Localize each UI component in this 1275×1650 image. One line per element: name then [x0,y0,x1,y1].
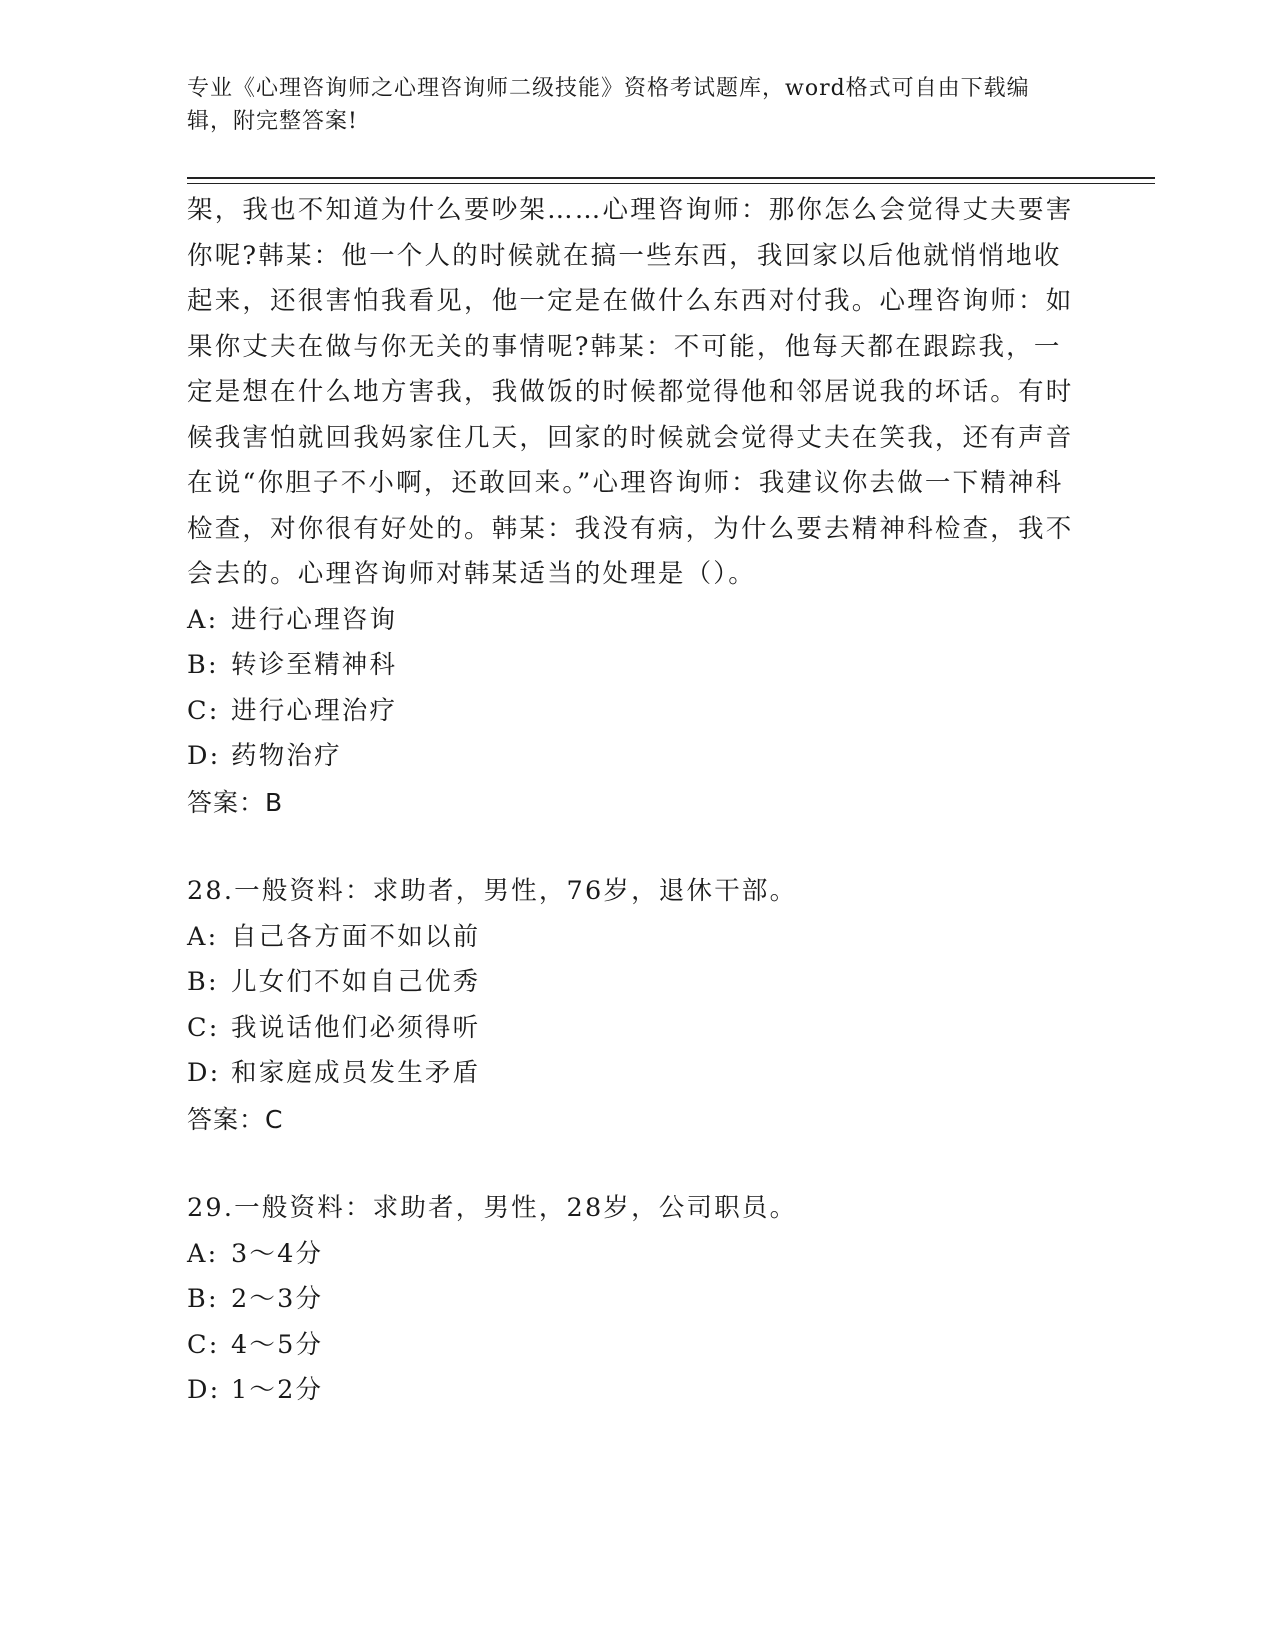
document-body [187,188,1087,1414]
option-text: 和家庭成员发生矛盾 [231,1058,481,1088]
question-27-option-c [187,689,1087,735]
question-28-option-c [187,1006,1087,1052]
question-29-stem: 29.一般资料：求助者，男性，28岁，公司职员。 [187,1193,798,1223]
question-29 [187,1186,1087,1414]
option-text: 我说话他们必须得听 [231,1012,481,1043]
question-28 [187,869,1087,1142]
option-letter: B: [187,967,219,997]
question-29-option-b [187,1277,1087,1323]
option-text: 儿女们不如自己优秀 [231,967,481,997]
header-rule-thick [187,177,1155,179]
spacer [187,1142,1087,1186]
spacer [187,825,1087,869]
question-29-option-c [187,1323,1087,1369]
question-28-option-b [187,960,1087,1006]
option-letter: B: [187,650,219,680]
option-letter: A: [187,1238,219,1269]
question-27 [187,188,1087,825]
option-text: 进行心理咨询 [231,604,398,635]
option-letter: D: [187,741,221,771]
option-letter: A: [187,604,219,635]
question-27-option-d [187,734,1087,780]
option-letter: D: [187,1058,221,1088]
option-text: 自己各方面不如以前 [231,921,481,952]
option-text: 4～5分 [231,1329,324,1360]
header-title: 专业《心理咨询师之心理咨询师二级技能》资格考试题库，word格式可自由下载编辑，附完整答案! [187,76,1030,134]
question-29-option-a [187,1232,1087,1278]
option-letter: C: [187,1012,220,1043]
option-letter: B: [187,1284,219,1314]
option-text: 进行心理治疗 [231,695,398,726]
question-27-text: 架，我也不知道为什么要吵架……心理咨询师：那你怎么会觉得丈夫要害你呢?韩某：他一个人的时候就在搞一些东西，我回家以后他就悄悄地收起来，还很害怕我看见，他一定是在做什么东西对付我。心理咨询师：如果你丈夫在做与你无关的事情呢?韩某：不可能，他每天都在跟踪我，一定是想在什么地方害我，我做饭的时候都觉得他和邻居说我的坏话。有时候我害怕就回我妈家住几天，回家的时候就会觉得丈夫在笑我，还有声音在说“你胆子不小啊，还敢回来。”心理咨询师：我建议你去做一下精神科检查，对你很有好处的。韩某：我没有病，为什么要去精神科检查，我不会去的。心理咨询师对韩某适当的处理是（）。 [187,195,1074,589]
document-header [187,72,1067,138]
option-text: 转诊至精神科 [231,650,398,680]
question-27-answer: 答案：B [187,787,284,817]
question-28-answer: 答案：C [187,1104,284,1134]
question-27-option-a [187,598,1087,644]
option-text: 2～3分 [231,1284,324,1314]
option-letter: C: [187,695,220,726]
header-rule-thin [187,183,1155,184]
question-29-option-d [187,1368,1087,1414]
question-27-option-b [187,643,1087,689]
option-letter: A: [187,921,219,952]
option-text: 3～4分 [231,1238,324,1269]
question-28-option-d [187,1051,1087,1097]
option-text: 1～2分 [231,1375,324,1405]
option-letter: C: [187,1329,220,1360]
option-letter: D: [187,1375,221,1405]
question-28-stem: 28.一般资料：求助者，男性，76岁，退休干部。 [187,876,798,906]
option-text: 药物治疗 [231,741,342,771]
question-28-option-a [187,915,1087,961]
